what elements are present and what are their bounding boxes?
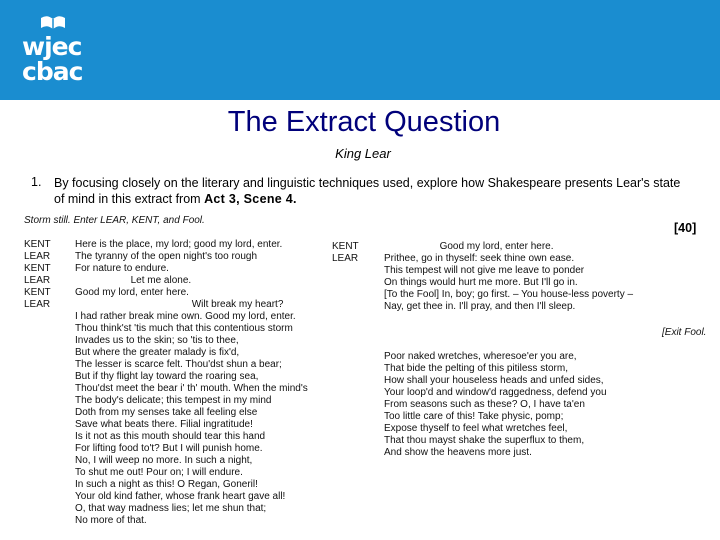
- speaker-name: LEAR: [332, 253, 359, 264]
- verse-line: Wilt break my heart?: [75, 299, 284, 310]
- verse-line: But where the greater malady is fix'd,: [75, 347, 240, 358]
- verse-line: In such a night as this! O Regan, Goneril!: [75, 479, 258, 490]
- verse-line: I had rather break mine own. Good my lord, enter.: [75, 311, 296, 322]
- wjec-logo: [20, 14, 90, 86]
- verse-line: Expose thyself to feel what wretches feel,: [384, 423, 568, 434]
- page-title: The Extract Question: [227, 106, 501, 138]
- right-lines-top: [384, 241, 633, 313]
- verse-line: Prithee, go in thyself: seek thine own ease.: [384, 253, 575, 264]
- verse-line: How shall your houseless heads and unfed sides,: [384, 375, 604, 386]
- page-subtitle: King Lear: [335, 146, 391, 161]
- verse-line: This tempest will not give me leave to ponder: [384, 265, 585, 276]
- verse-line: For nature to endure.: [75, 263, 169, 274]
- verse-line: That bide the pelting of this pitiless storm,: [384, 363, 568, 374]
- verse-line: Is it not as this mouth should tear this hand: [75, 431, 266, 442]
- verse-line: No more of that.: [75, 515, 147, 526]
- verse-line: O, that way madness lies; let me shun that;: [75, 503, 267, 514]
- verse-line: Good my lord, enter here.: [75, 287, 189, 298]
- verse-line: Thou think'st 'tis much that this contentious storm: [75, 323, 293, 334]
- verse-line: Your loop'd and window'd raggedness, defend you: [384, 387, 607, 398]
- speaker-name: KENT: [24, 263, 51, 274]
- verse-line: The lesser is scarce felt. Thou'dst shun a bear;: [75, 359, 282, 370]
- verse-line: Poor naked wretches, wheresoe'er you are,: [384, 351, 577, 362]
- question-marks: [40]: [674, 221, 697, 235]
- right-lines-bottom: [384, 351, 607, 459]
- logo-text-wjec: wjec: [22, 32, 82, 61]
- left-lines-column: [75, 239, 308, 527]
- verse-line: [To the Fool] In, boy; go first. – You house-less poverty –: [384, 289, 634, 300]
- verse-line: But if thy flight lay toward the roaring sea,: [75, 371, 259, 382]
- question-number: 1.: [31, 175, 42, 189]
- header-bar: [0, 0, 720, 100]
- right-speaker-column: [332, 241, 359, 265]
- speaker-name: LEAR: [24, 251, 51, 262]
- left-speaker-column: [24, 239, 51, 311]
- verse-line: Let me alone.: [75, 275, 192, 286]
- verse-line: Your old kind father, whose frank heart gave all!: [75, 491, 286, 502]
- verse-line: On things would hurt me more. But I'll go in.: [384, 277, 578, 288]
- verse-line: That thou mayst shake the superflux to them,: [384, 435, 585, 446]
- verse-line: Doth from my senses take all feeling else: [75, 407, 258, 418]
- verse-line: To shut me out! Pour on; I will endure.: [75, 467, 243, 478]
- verse-line: Invades us to the skin; so 'tis to thee,: [75, 335, 239, 346]
- verse-line: From seasons such as these? O, I have ta'en: [384, 399, 585, 410]
- book-icon: [39, 14, 67, 30]
- verse-line: No, I will weep no more. In such a night,: [75, 455, 253, 466]
- verse-line: The body's delicate; this tempest in my mind: [75, 395, 272, 406]
- question-body: By focusing closely on the literary and linguistic techniques used, explore how Shakespeare presents Lear's state of mind in this extract from: [54, 176, 681, 206]
- question-text: [54, 175, 694, 207]
- verse-line: Too little care of this! Take physic, pomp;: [384, 411, 564, 422]
- verse-line: Nay, get thee in. I'll pray, and then I'll sleep.: [384, 301, 576, 312]
- stage-direction: Storm still. Enter LEAR, KENT, and Fool.: [24, 215, 205, 226]
- verse-line: And show the heavens more just.: [384, 447, 532, 458]
- verse-line: Thou'dst meet the bear i' th' mouth. When the mind's: [75, 383, 308, 394]
- speaker-name: KENT: [332, 241, 359, 252]
- speaker-name: KENT: [24, 287, 51, 298]
- speaker-name: KENT: [24, 239, 51, 250]
- verse-line: Good my lord, enter here.: [384, 241, 554, 252]
- exit-direction: [Exit Fool.: [662, 327, 707, 338]
- question-reference: Act 3, Scene 4.: [204, 192, 297, 206]
- verse-line: The tyranny of the open night's too rough: [75, 251, 258, 262]
- logo-text-cbac: cbac: [22, 57, 83, 86]
- speaker-name: LEAR: [24, 275, 51, 286]
- verse-line: For lifting food to't? But I will punish home.: [75, 443, 263, 454]
- verse-line: Here is the place, my lord; good my lord, enter.: [75, 239, 283, 250]
- verse-line: Save what beats there. Filial ingratitude!: [75, 419, 253, 430]
- speaker-name: LEAR: [24, 299, 51, 310]
